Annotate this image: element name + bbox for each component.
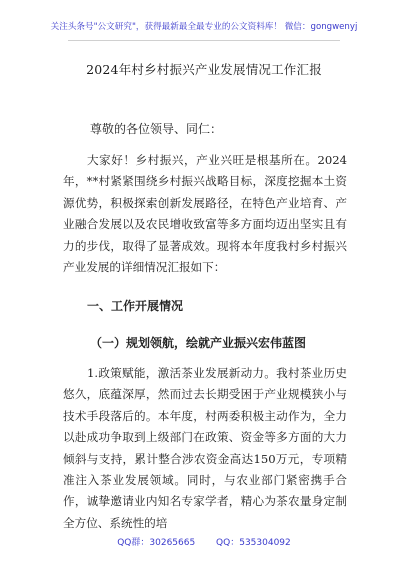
header-banner: 关注头条号"公文研究"，获得最新最全最专业的公文资料库！ 微信：gongwenyj xyxy=(50,22,358,32)
footer-contact: QQ群：30265665 QQ：535304092 xyxy=(117,538,291,548)
intro-paragraph: 大家好！乡村振兴，产业兴旺是根基所在。2024年，**村紧紧围绕乡村振兴战略目标，深度挖掘本土资源优势，积极探索创新发展路径，在特色产业培育、产业融合发展以及农民增收致富等多方面均迈出坚实且有力的步伐，取得了显著成效。现将本年度我村乡村振兴产业发展的详细情况汇报如下： xyxy=(63,153,347,275)
salutation: 尊敬的各位领导、同仁： xyxy=(90,122,223,136)
document-title: 2024年村乡村振兴产业发展情况工作汇报 xyxy=(86,62,322,77)
section-heading-1: 一、工作开展情况 xyxy=(87,299,184,313)
subsection-heading-1: （一）规划领航，绘就产业振兴宏伟蓝图 xyxy=(90,336,307,350)
body-paragraph: 1.政策赋能，激活茶业发展新动力。我村茶业历史悠久，底蕴深厚，然而过去长期受困于产业规模狭小与技术手段落后的。本年度，村两委积极主动作为，全力以赴成功争取到上级部门在政策、资金等多方面的大力倾斜与支持，累计整合涉农资金高达150万元，专项精准注入茶业发展领域。同时，与农业部门紧密携手合作，诚挚邀请业内知名专家学者，精心为茶农量身定制全方位、系统性的培 xyxy=(63,366,347,530)
header-divider xyxy=(68,40,340,41)
